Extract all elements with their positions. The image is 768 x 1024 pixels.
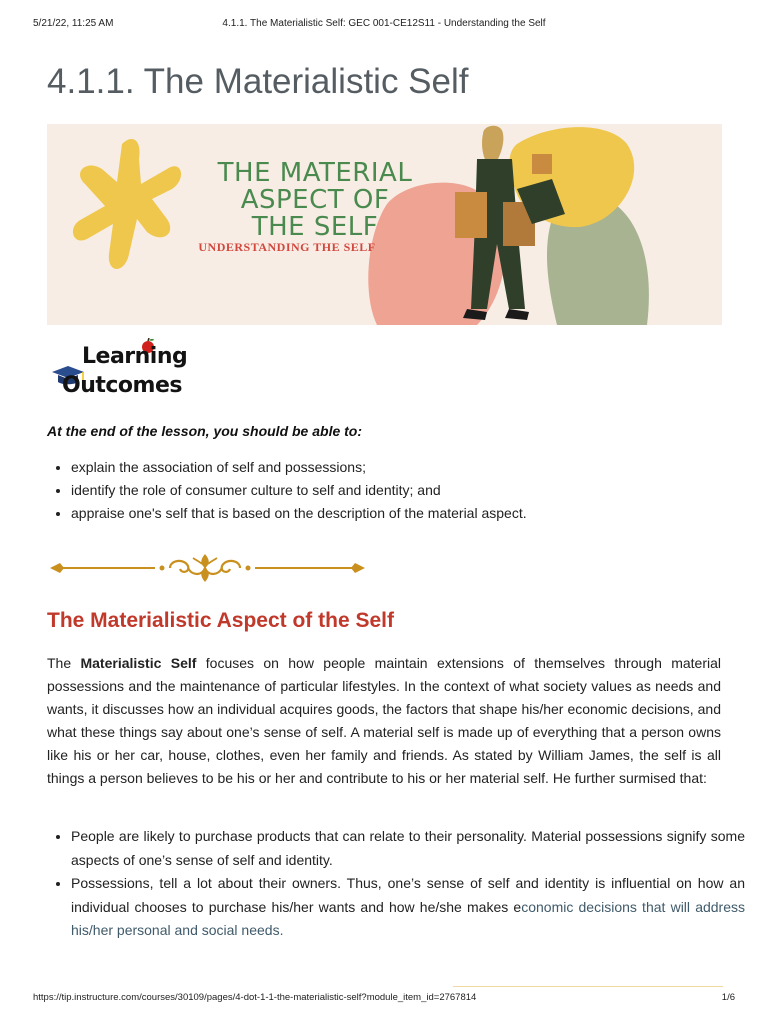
learning-outcomes-logo <box>50 338 190 404</box>
print-header <box>0 14 768 28</box>
body-paragraph: The Materialistic Self focuses on how people maintain extensions of themselves through material possessions and the maintenance of particular lifestyles. In the context of what society values as needs and wants, it discusses how an individual acquires goods, the factors that shape his/her economic decisions, and what these things say about one’s sense of self. A material self is made up of everything that a person owns like his or her car, house, clothes, even her family and friends. As stated by William James, the self is all things a person believes to be his or her and contribute to his or her material self. He further surmised that: <box>47 655 721 786</box>
print-doc-title: 4.1.1. The Materialistic Self: GEC 001-CE12S11 - Understanding the Self <box>222 18 546 29</box>
banner-subtitle: UNDERSTANDING THE SELF <box>198 240 376 254</box>
list-item: • Possessions, tell a lot about their owners. Thus, one’s sense of self and identity is influential on how an individual chooses to purchase his/her wants and how he/she makes economic decisions that will address his/her personal and social needs. <box>71 872 745 943</box>
list-item: • identify the role of consumer culture to self and identity; and <box>71 479 527 502</box>
william-james-points-list <box>47 825 745 943</box>
ornamental-divider <box>50 552 365 584</box>
bold-term: Materialistic Self <box>80 655 197 671</box>
page-title: 4.1.1. The Materialistic Self <box>47 62 469 101</box>
list-item: • appraise one's self that is based on the description of the material aspect. <box>71 502 527 525</box>
learning-outcomes-line1: Learning <box>82 344 188 369</box>
print-date: 5/21/22, 11:25 AM <box>33 18 114 29</box>
footer-divider <box>453 986 723 987</box>
page-number: 1/6 <box>721 992 735 1003</box>
page-url: https://tip.instructure.com/courses/30109/pages/4-dot-1-1-the-materialistic-self?module_item_id=2767814 <box>33 992 477 1003</box>
section-heading: The Materialistic Aspect of the Self <box>47 609 394 632</box>
learning-outcomes-list <box>47 456 527 525</box>
lesson-banner-image <box>47 124 722 325</box>
list-item: • People are likely to purchase products that can relate to their personality. Material possessions signify some aspects of one’s sense of self and identity. <box>71 825 745 872</box>
outcomes-intro: At the end of the lesson, you should be able to: <box>47 423 363 439</box>
faded-text: conomic decisions that will address his/her personal and social needs. <box>71 898 746 938</box>
banner-title: THE MATERIAL ASPECT OF THE SELF <box>217 158 413 242</box>
learning-outcomes-line2: Outcomes <box>62 373 182 398</box>
list-item: • explain the association of self and possessions; <box>71 456 527 479</box>
